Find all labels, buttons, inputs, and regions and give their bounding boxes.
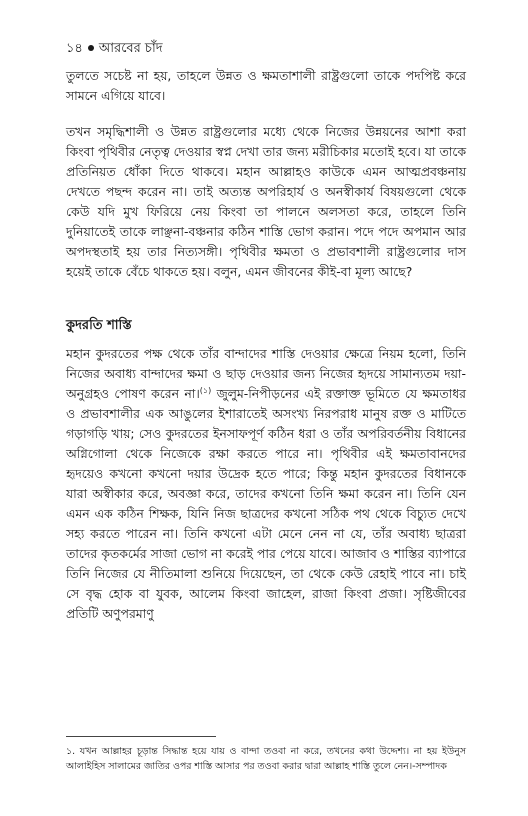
footnote-divider <box>66 736 216 737</box>
footnote-text: ১. যখন আল্লাহর চূড়ান্ত সিদ্ধান্ত হয়ে যায় ও বান্দা তওবা না করে, তখনের কথা উদ্দেশ্য। না হয় ইউনুস আলাইহিস সালামের জাতির ওপর শাস্তি আসার পর তওবা করার দ্বারা আল্লাহ শাস্তি তুলে নেন।-সম্পাদক <box>66 746 466 772</box>
paragraph-continuation: তুলতে সচেষ্ট না হয়, তাহলে উন্নত ও ক্ষমতাশালী রাষ্ট্রগুলো তাকে পদপিষ্ট করে সামনে এগিয়ে যাবে। <box>66 68 466 103</box>
section-heading: কুদরতি শাস্তি <box>66 318 132 333</box>
footnote-marker[interactable]: (১) <box>199 385 212 395</box>
page-number: ১৪ <box>66 41 83 56</box>
section-paragraph-part-1: মহান কুদরতের পক্ষ থেকে তাঁর বান্দাদের শাস্তি দেওয়ার ক্ষেত্রে নিয়ম হলো, তিনি নিজের অবাধ্য বান্দাদের ক্ষমা ও ছাড় দেওয়ার জন্য নিজের হৃদয়ে সামান্যতম দয়া-অনুগ্রহও পোষণ করেন না। <box>66 346 466 401</box>
book-title: আরবের চাঁদ <box>98 41 163 56</box>
bullet-icon <box>88 45 94 51</box>
running-head <box>66 40 163 58</box>
paragraph-2: তখন সমৃদ্ধিশালী ও উন্নত রাষ্ট্রগুলোর মধ্যে থেকে নিজের উন্নয়নের আশা করা কিংবা পৃথিবীর নেতৃত্ব দেওয়ার স্বপ্ন দেখা তার জন্য মরীচিকার মতোই হবে। যা তাকে প্রতিনিয়ত ধোঁকা দিতে থাকবে। মহান আল্লাহও কাউকে এমন আত্মপ্রবঞ্চনায় দেখতে পছন্দ করেন না। তাই অত্যন্ত অপরিহার্য ও অনস্বীকার্য বিষয়গুলো থেকে কেউ যদি মুখ ফিরিয়ে নেয় কিংবা তা পালনে অলসতা করে, তাহলে তিনি দুনিয়াতেই তাকে লাঞ্ছনা-বঞ্চনার কঠিন শাস্তি ভোগ করান। পদে পদে অপমান আর অপদস্থতাই হয় তার নিত্যসঙ্গী। পৃথিবীর ক্ষমতা ও প্রভাবশালী রাষ্ট্রগুলোর দাস হয়েই তাকে বেঁচে থাকতে হয়। বলুন, এমন জীবনের কীই-বা মূল্য আছে? <box>66 124 466 279</box>
section-paragraph <box>66 344 466 624</box>
section-paragraph-part-2: জুলুম-নিপীড়নের এই রক্তাক্ত ভূমিতে যে ক্ষমতাধর ও প্রভাবশালীর এক আঙুলের ইশারাতেই অসংখ্য নিরপরাধ মানুষ রক্ত ও মাটিতে গড়াগড়ি খায়; সেও কুদরতের ইনসাফপূর্ণ কঠিন ধরা ও তাঁর অপরিবর্তনীয় বিধানের অগ্নিগোলা থেকে নিজেকে রক্ষা করতে পারে না। পৃথিবীর এই ক্ষমতাবানদের হৃদয়েও কখনো কখনো দয়ার উদ্রেক হতে পারে; কিন্তু মহান কুদরতের বিধানকে যারা অস্বীকার করে, অবজ্ঞা করে, তাদের কখনো তিনি ক্ষমা করেন না। তিনি যেন এমন এক কঠিন শিক্ষক, যিনি নিজ ছাত্রদের কখনো সঠিক পথ থেকে বিচ্যুত দেখে সহ্য করতে পারেন না। তিনি কখনো এটা মেনে নেন না যে, তাঁর অবাধ্য ছাত্ররা তাদের কৃতকর্মের সাজা ভোগ না করেই পার পেয়ে যাবে। আজাব ও শাস্তির ব্যাপারে তিনি নিজের যে নীতিমালা শুনিয়ে দিয়েছেন, তা থেকে কেউ রেহাই পাবে না। চাই সে বৃদ্ধ হোক বা যুবক, আলেম কিংবা জাহেল, রাজা কিংবা প্রজা। সৃষ্টিজীবের প্রতিটি অণুপরমাণু <box>66 386 466 621</box>
